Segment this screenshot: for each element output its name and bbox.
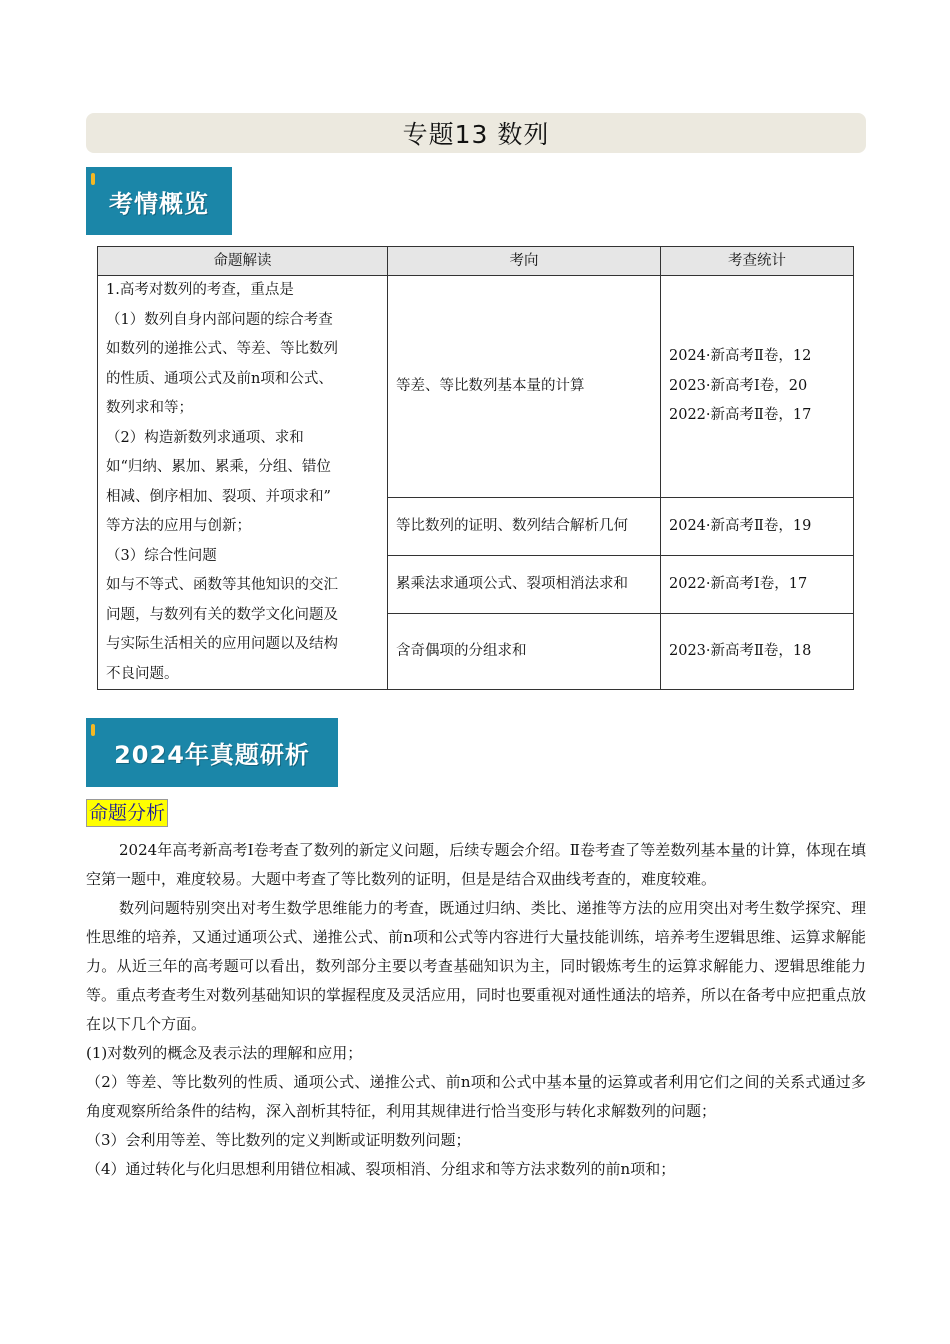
stat-line: 2022·新高考Ⅰ卷，17	[669, 576, 808, 592]
paragraph: 数列问题特别突出对考生数学思维能力的考查，既通过归纳、类比、递推等方法的应用突出对考生数学探究、理性思维的培养，又通过通项公式、递推公式、前n项和公式等内容进行大量技能训练，培养考生逻辑思维、运算求解能力。从近三年的高考题可以看出，数列部分主要以考查基础知识为主，同时锻炼考生的运算求解能力、逻辑思维能力等。重点考查考生对数列基础知识的掌握程度及灵活应用，同时也要重视对通性通法的培养，所以在备考中应把重点放在以下几个方面。	[86, 899, 867, 1033]
overview-table	[97, 246, 854, 690]
stat-line: 2024·新高考Ⅱ卷，12	[669, 348, 812, 365]
interpretation-line: 数列求和等；	[106, 400, 193, 416]
stat-line: 2024·新高考Ⅱ卷，19	[669, 518, 812, 534]
table-header-row	[98, 247, 854, 276]
body-text	[86, 836, 866, 1184]
point-item: （2）等差、等比数列的性质、通项公式、递推公式、前n项和公式中基本量的运算或者利用它们之间的关系式通过多角度观察所给条件的结构，深入剖析其特征，利用其规律进行恰当变形与转化求解数列的问题；	[86, 1073, 866, 1120]
page-title: 专题13 数列	[402, 120, 550, 149]
interpretation-line: 的性质、通项公式及前n项和公式、	[106, 370, 333, 387]
research-badge	[86, 718, 338, 787]
point-item: （3）会利用等差、等比数列的定义判断或证明数列问题；	[86, 1131, 471, 1149]
stats-cell	[661, 614, 854, 690]
interpretation-line: 如与不等式、函数等其他知识的交汇	[106, 577, 338, 593]
direction-cell: 累乘法求通项公式、裂项相消法求和	[388, 556, 661, 614]
interpretation-line: （3）综合性问题	[106, 547, 217, 564]
research-badge-label: 2024年真题研析	[114, 741, 310, 769]
header-stats: 考查统计	[661, 247, 854, 276]
direction-cell: 等差、等比数列基本量的计算	[388, 276, 661, 498]
title-bar	[86, 113, 866, 153]
section-subheading: 命题分析	[86, 799, 168, 827]
overview-badge	[86, 167, 232, 235]
header-direction: 考向	[388, 247, 661, 276]
interpretation-line: 相减、倒序相加、裂项、并项求和”	[106, 488, 331, 505]
interpretation-cell	[98, 276, 388, 690]
header-interpretation: 命题解读	[98, 247, 388, 276]
interpretation-line: （1）数列自身内部问题的综合考查	[106, 311, 333, 328]
stat-line: 2023·新高考Ⅱ卷，18	[669, 642, 812, 659]
stats-cell	[661, 498, 854, 556]
point-item: （4）通过转化与化归思想利用错位相减、裂项相消、分组求和等方法求数列的前n项和；	[86, 1160, 676, 1178]
direction-cell: 等比数列的证明、数列结合解析几何	[388, 498, 661, 556]
paragraph: 2024年高考新高考Ⅰ卷考查了数列的新定义问题，后续专题会介绍。Ⅱ卷考查了等差数列基本量的计算，体现在填空第一题中，难度较易。大题中考查了等比数列的证明，但是是结合双曲线考查的，难度较难。	[86, 841, 866, 888]
interpretation-line: 如“归纳、累加、累乘，分组、错位	[106, 459, 331, 475]
stats-cell	[661, 276, 854, 498]
stat-line: 2022·新高考Ⅱ卷，17	[669, 407, 812, 424]
interpretation-line: 问题，与数列有关的数学文化问题及	[106, 606, 338, 623]
interpretation-line: 不良问题。	[106, 665, 179, 682]
interpretation-line: 如数列的递推公式、等差、等比数列	[106, 341, 338, 357]
interpretation-line: 等方法的应用与创新；	[106, 518, 251, 534]
stat-line: 2023·新高考Ⅰ卷，20	[669, 377, 808, 394]
stats-cell	[661, 556, 854, 614]
overview-badge-label: 考情概览	[109, 189, 209, 218]
point-item: (1)对数列的概念及表示法的理解和应用；	[86, 1044, 363, 1062]
interpretation-line: 与实际生活相关的应用问题以及结构	[106, 636, 338, 652]
interpretation-line: 1.高考对数列的考查，重点是	[106, 282, 294, 298]
interpretation-line: （2）构造新数列求通项、求和	[106, 429, 304, 446]
table-row	[98, 276, 854, 498]
direction-cell: 含奇偶项的分组求和	[388, 614, 661, 690]
